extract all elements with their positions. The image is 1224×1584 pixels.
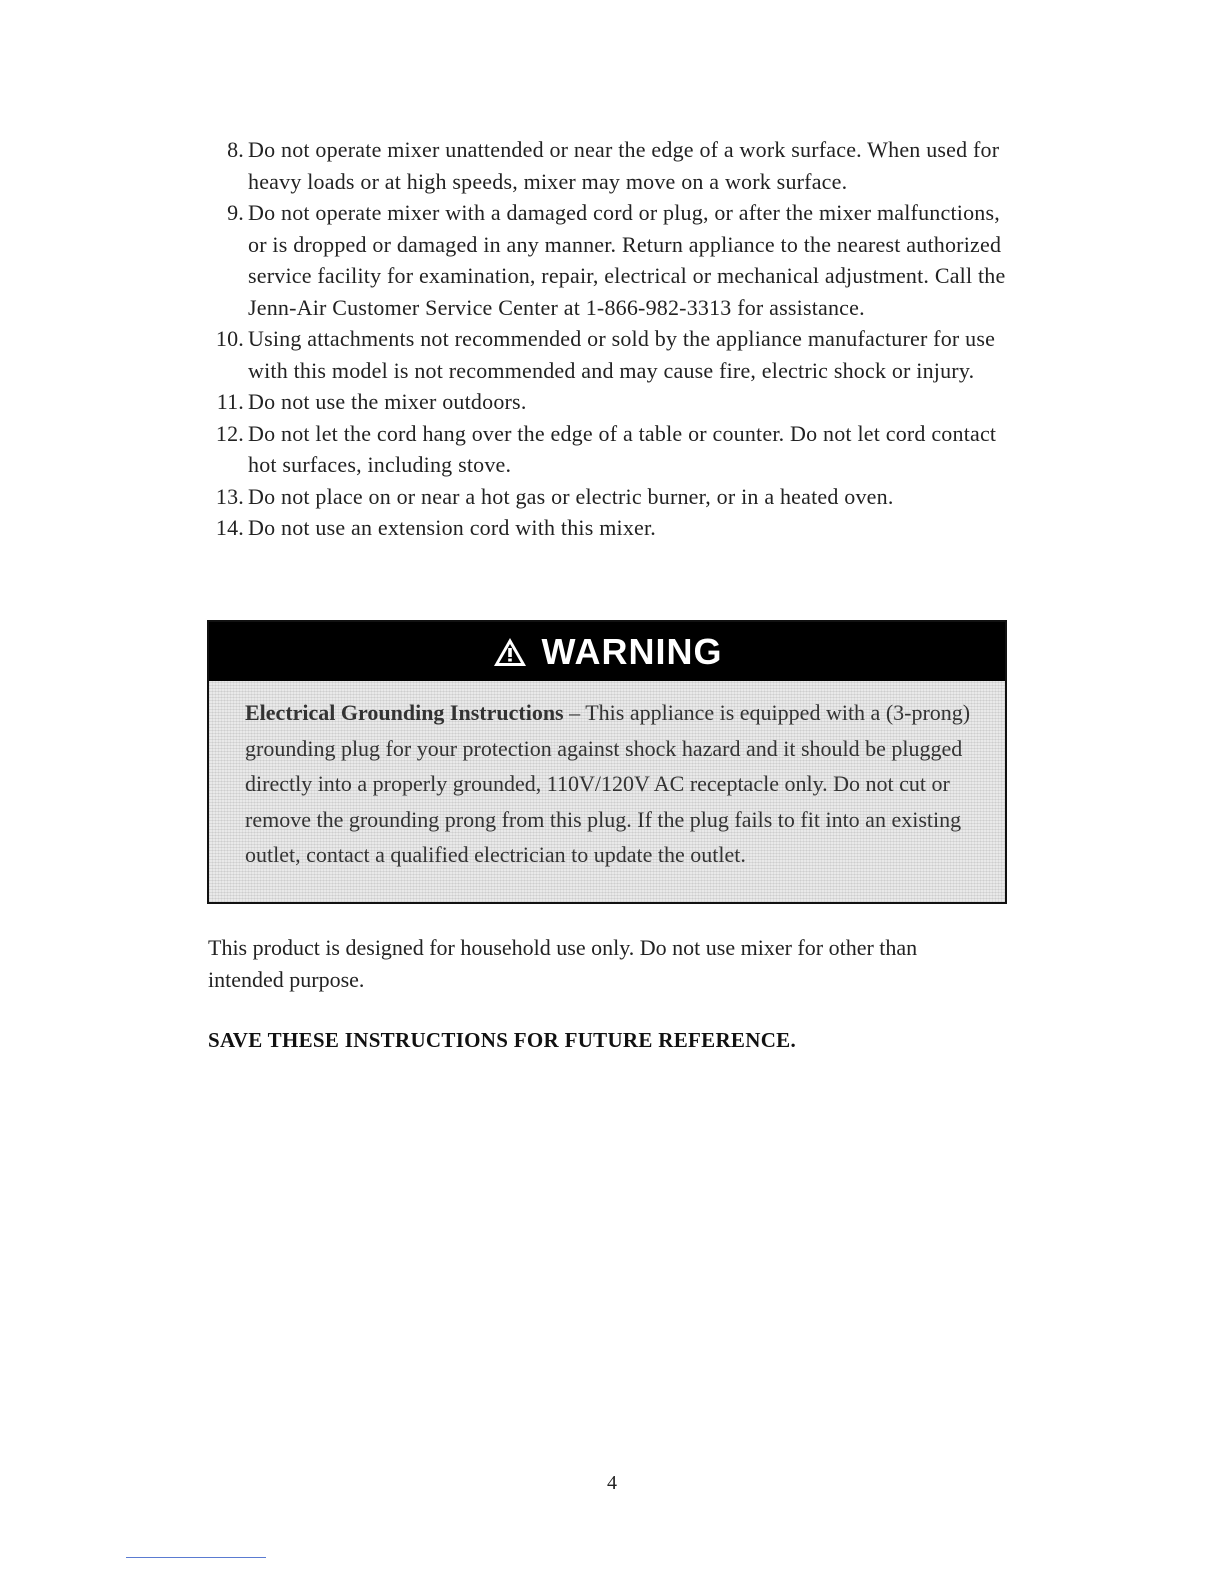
list-item <box>208 134 1008 197</box>
item-number: 14. <box>215 515 244 540</box>
item-text: Do not operate mixer with a damaged cord or plug, or after the mixer malfunctions, or is dropped or damaged in any manner. Return appliance to the nearest authorized service facility for examination, repair, electrical or mechanical adjustment. Call the Jenn-Air Customer Service Center at 1-866-982-3313 for assistance. <box>248 200 1006 320</box>
warning-title: WARNING <box>541 630 723 672</box>
warning-triangle-icon <box>492 636 528 668</box>
list-item <box>208 481 1008 513</box>
list-item <box>208 323 1008 386</box>
item-number: 9. <box>227 200 244 225</box>
list-item <box>208 512 1008 544</box>
warning-text: – This appliance is equipped with a (3-prong) grounding plug for your protection against shock hazard and it should be plugged directly into a properly grounded, 110V/120V AC receptacle only. Do not cut or remove the grounding prong from this plug. If the plug fails to fit into an existing outlet, contact a qualified electrician to update the outlet. <box>245 700 971 867</box>
warning-body <box>209 681 1005 873</box>
warning-box <box>207 620 1007 904</box>
warning-header <box>209 622 1005 681</box>
household-use-note: This product is designed for household use only. Do not use mixer for other than intended purpose. <box>208 935 918 992</box>
page-number: 4 <box>607 1472 617 1494</box>
footer-rule <box>126 1557 266 1558</box>
safety-instructions-list <box>208 134 1008 544</box>
item-text: Do not use the mixer outdoors. <box>248 389 527 414</box>
item-text: Using attachments not recommended or sold by the appliance manufacturer for use with this model is not recommended and may cause fire, electric shock or injury. <box>248 326 996 383</box>
item-number: 10. <box>215 326 244 351</box>
save-instructions-note: SAVE THESE INSTRUCTIONS FOR FUTURE REFERENCE. <box>208 1028 797 1052</box>
item-number: 11. <box>216 389 244 414</box>
item-number: 12. <box>215 420 244 446</box>
item-text: Do not use an extension cord with this mixer. <box>248 515 656 540</box>
warning-heading: Electrical Grounding Instructions <box>245 700 564 725</box>
item-number: 8. <box>227 137 244 162</box>
item-text: Do not operate mixer unattended or near the edge of a work surface. When used for heavy loads or at high speeds, mixer may move on a work surface. <box>248 137 1000 194</box>
item-text: Do not let the cord hang over the edge of a table or counter. Do not let cord contact hot surfaces, including stove. <box>248 420 997 477</box>
item-number: 13. <box>215 483 244 509</box>
list-item <box>208 386 1008 418</box>
item-text: Do not place on or near a hot gas or electric burner, or in a heated oven. <box>248 483 894 509</box>
list-item <box>208 418 1008 481</box>
list-item <box>208 197 1008 323</box>
